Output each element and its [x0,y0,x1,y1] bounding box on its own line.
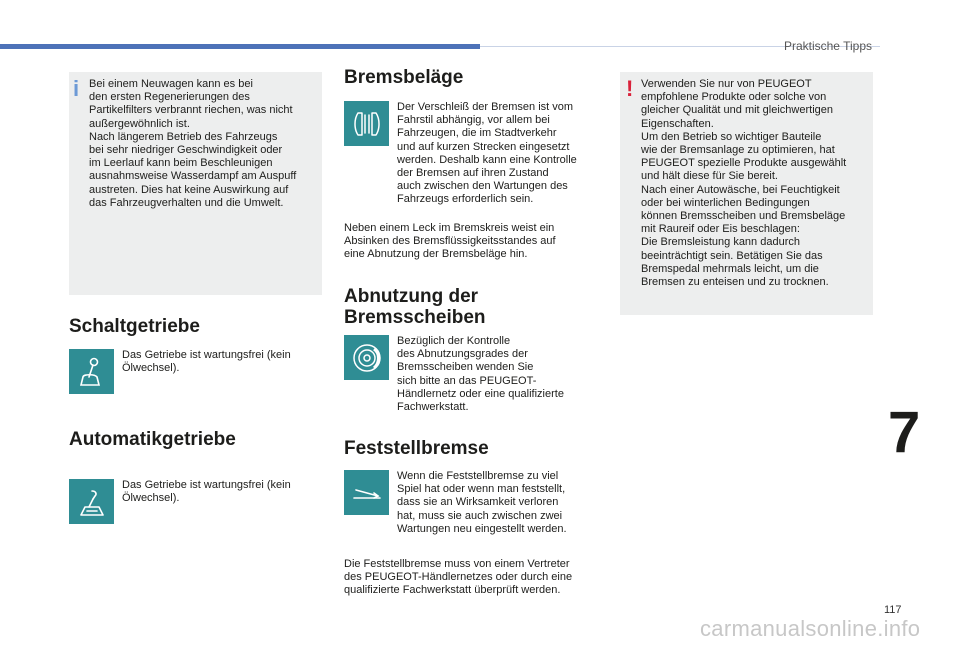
brake-pads-icon [344,101,389,146]
warning-mark-icon: ! [626,76,634,101]
chapter-number: 7 [888,400,921,465]
parking-brake-icon [344,470,389,515]
info-note-text: Bei einem Neuwagen kann es bei den ersten Regenerierungen des Partikelfilters verbrannt riechen, was nicht außergewöhnlich ist. Nach längerem Betrieb des Fahrzeugs bei sehr niedriger Geschwindigkeit oder im Leerlauf kann beim Beschleunigen ausnahmsweise Wasserdampf am Auspuff austreten. Dies hat keine Auswirkung auf das Fahrzeugverhalten und die Umwelt. [89,78,297,209]
bremsbelaege-text: Neben einem Leck im Bremskreis weist ein Absinken des Bremsflüssigkeitsstandes auf eine Abnutzung der Bremsbeläge hin. [344,222,556,261]
info-mark-icon: i [73,76,80,101]
section-title: Praktische Tipps [783,39,872,53]
heading-bremsscheiben: Abnutzung der Bremsscheiben [344,286,486,328]
heading-schaltgetriebe: Schaltgetriebe [69,316,200,337]
bremsbelaege-icon-text: Der Verschleiß der Bremsen ist vom Fahrstil abhängig, vor allem bei Fahrzeugen, die im Stadtverkehr und auf kurzen Strecken eingesetzt werden. Deshalb kann eine Kontrolle der Bremsen auf ihren Zustand auch zwischen den Wartungen des Fahrzeugs erforderlich sein. [397,101,577,206]
warning-note [620,72,873,315]
info-note [69,72,322,295]
page-number: 117 [884,604,902,616]
header-accent-bar [0,44,480,49]
watermark: carmanualsonline.info [700,616,921,641]
heading-automatikgetriebe: Automatikgetriebe [69,429,236,450]
schaltgetriebe-text: Das Getriebe ist wartungsfrei (kein Ölwechsel). [122,349,291,375]
heading-bremsbelaege: Bremsbeläge [344,67,464,88]
automatic-gear-lever-icon [69,479,114,524]
brake-disc-icon [344,335,389,380]
bremsscheiben-icon-text: Bezüglich der Kontrolle des Abnutzungsgrades der Bremsscheiben wenden Sie sich bitte an das PEUGEOT- Händlernetz oder eine qualifizierte Fachwerkstatt. [397,335,564,414]
gear-lever-icon [69,349,114,394]
feststellbremse-text: Die Feststellbremse muss von einem Vertreter des PEUGEOT-Händlernetzes oder durch eine qualifizierte Fachwerkstatt überprüft werden. [344,558,573,597]
automatikgetriebe-text: Das Getriebe ist wartungsfrei (kein Ölwechsel). [122,479,291,505]
feststellbremse-icon-text: Wenn die Feststellbremse zu viel Spiel hat oder wenn man feststellt, dass sie an Wirksamkeit verloren hat, muss sie auch zwischen zwei Wartungen neu eingestellt werden. [397,470,567,535]
warning-note-text: Verwenden Sie nur von PEUGEOT empfohlene Produkte oder solche von gleicher Qualität und mit gleichwertigen Eigenschaften. Um den Betrieb so wichtiger Bauteile wie der Bremsanlage zu optimieren, hat PEUGEOT spezielle Produkte ausgewählt und hält diese für Sie bereit. Nach einer Autowäsche, bei Feuchtigkeit oder bei winterlichen Bedingungen können Bremsscheiben und Bremsbeläge mit Raureif oder Eis beschlagen: Die Bremsleistung kann dadurch beeinträchtigt sein. Betätigen Sie das Bremspedal mehrmals leicht, um die Bremsen zu enteisen und zu trocknen. [641,78,847,289]
heading-feststellbremse: Feststellbremse [344,438,489,459]
